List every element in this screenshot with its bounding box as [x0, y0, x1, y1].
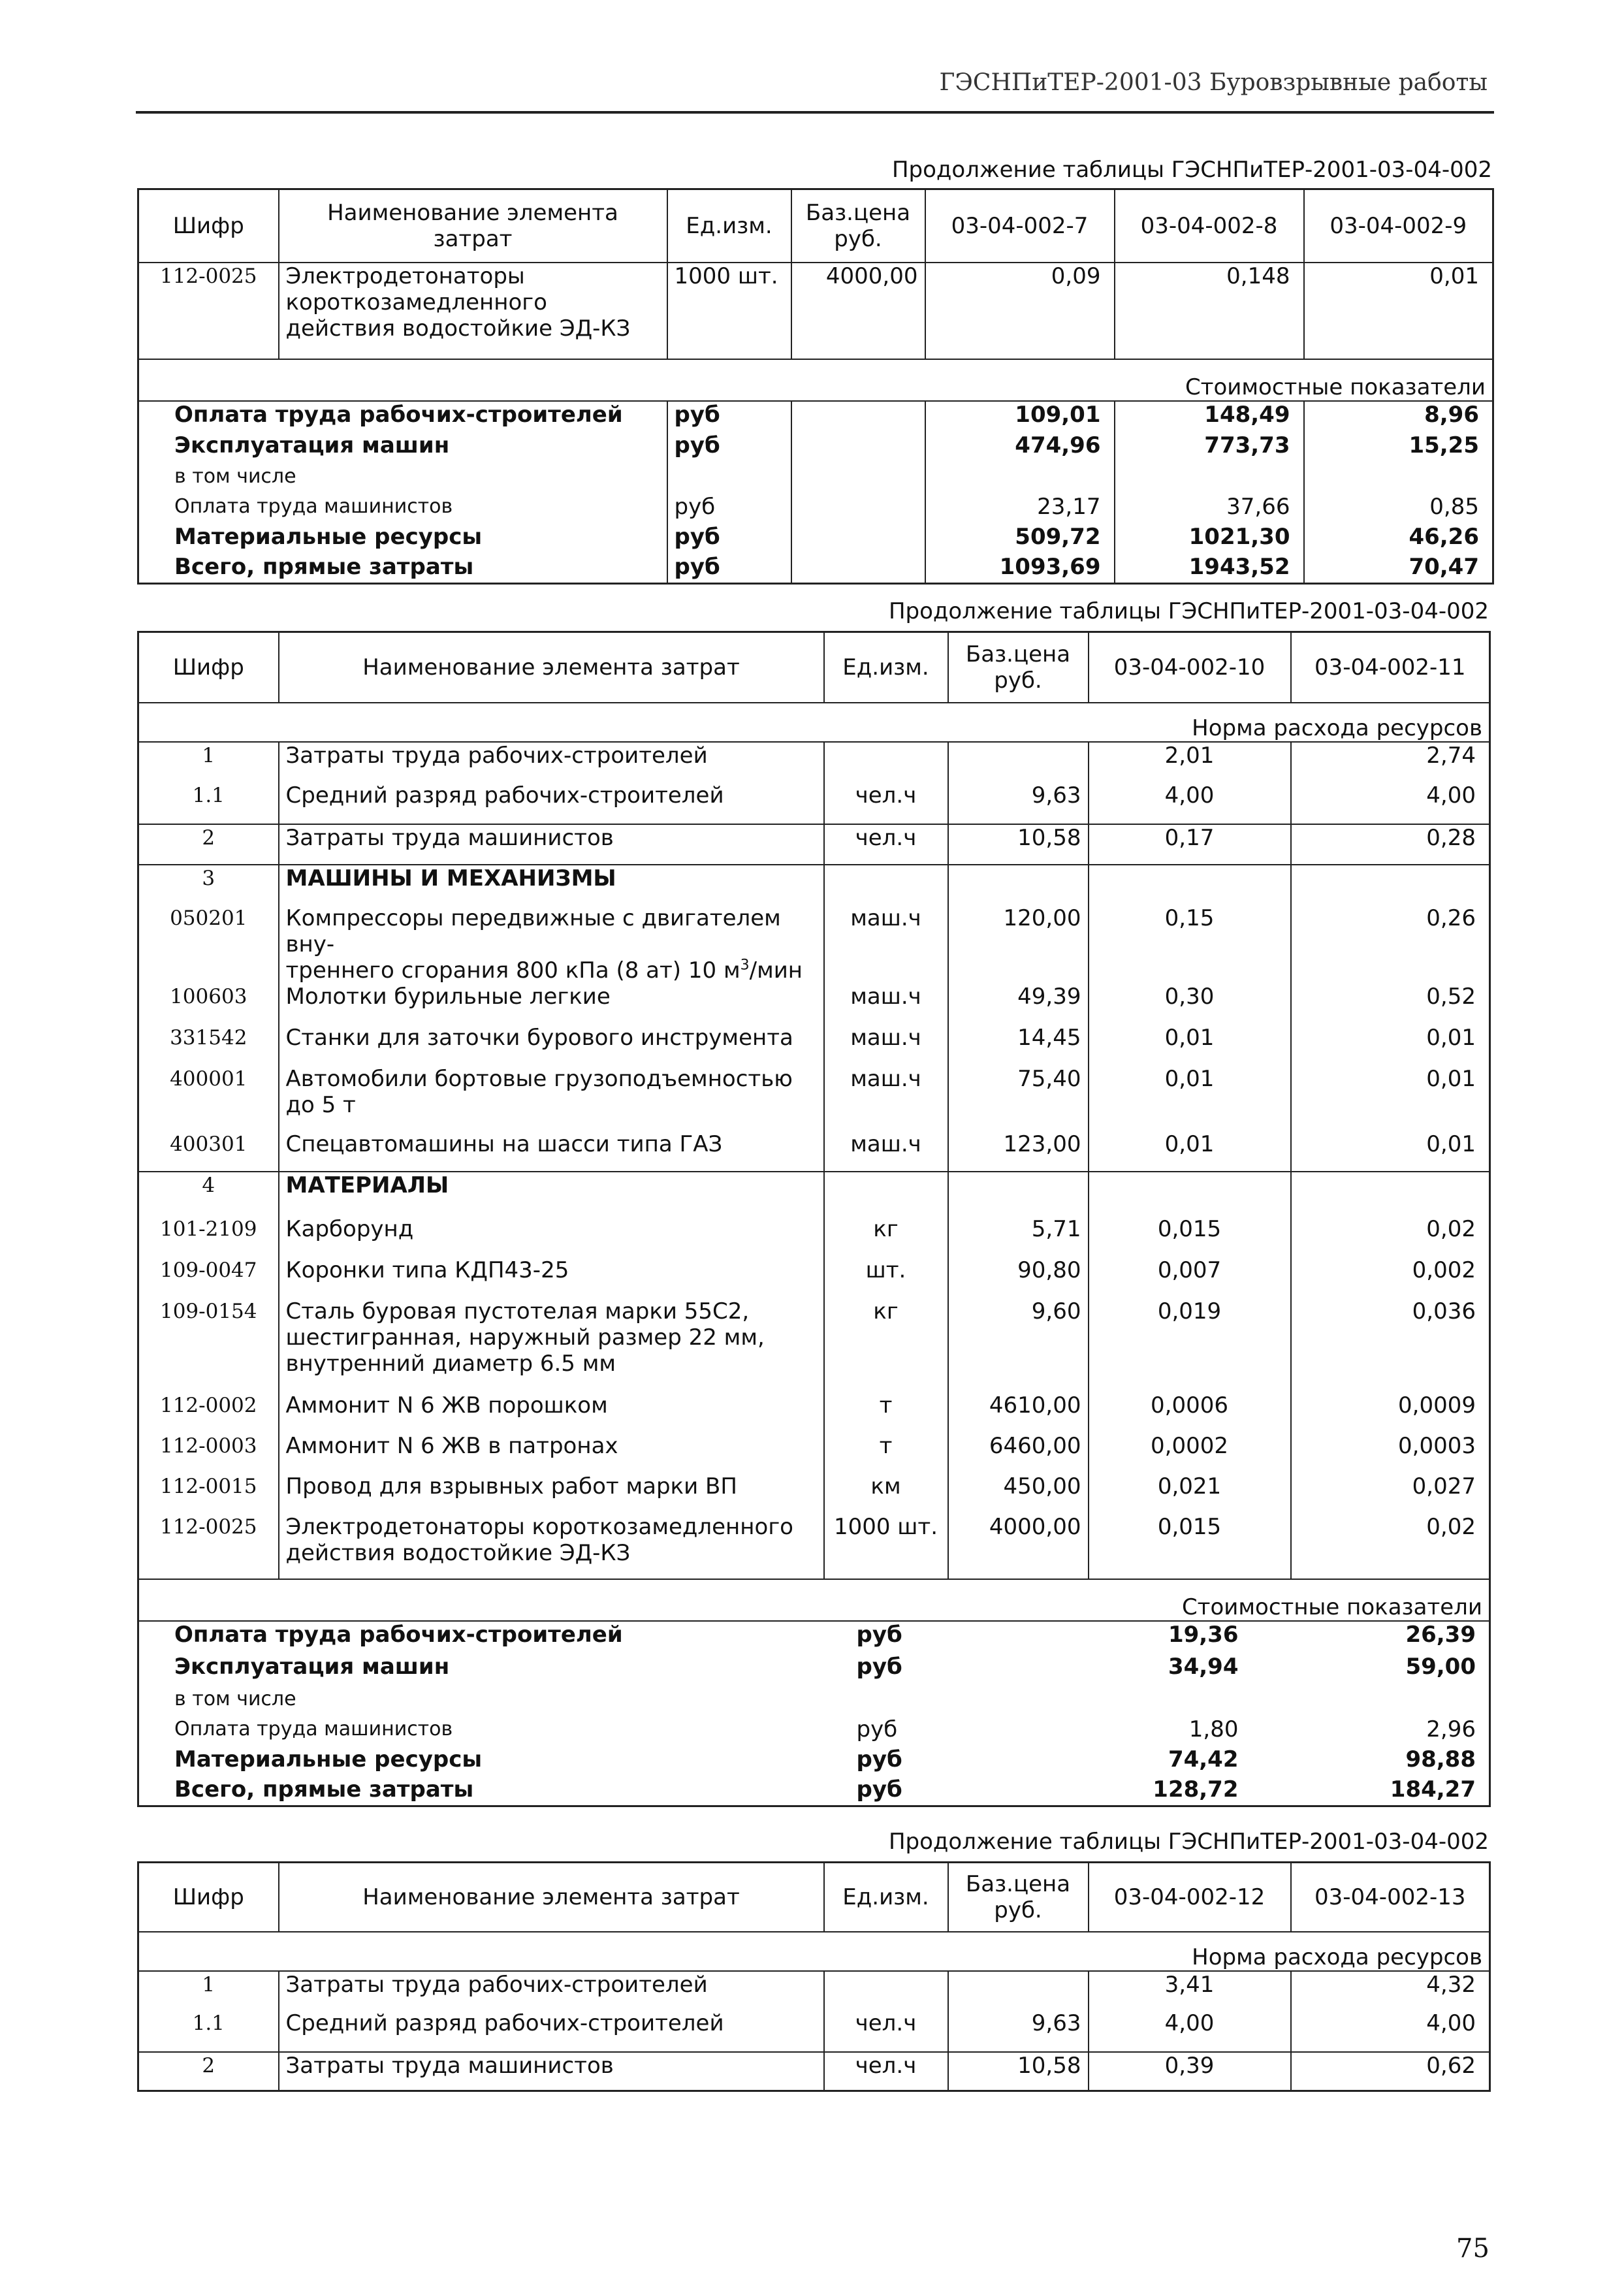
cost-label: Оплата труда рабочих-строителей [138, 1621, 824, 1654]
row-unit: кг [824, 1216, 948, 1257]
row-price: 6460,00 [948, 1433, 1089, 1473]
cost-value: 509,72 [925, 524, 1115, 554]
cost-label: Всего, прямые затраты [174, 1776, 474, 1803]
table-row [138, 1298, 1490, 1392]
col-value-header: 03-04-002-11 [1291, 632, 1490, 703]
cost-row [138, 1746, 1490, 1776]
cost-heading-row [138, 359, 1493, 401]
row-code: 050201 [138, 905, 279, 984]
row-price: 10,58 [948, 2052, 1089, 2091]
cost-heading: Стоимостные показатели [138, 1579, 1490, 1621]
row-value: 0,019 [1089, 1298, 1291, 1392]
row-value: 0,09 [925, 263, 1115, 359]
section-row [138, 865, 1490, 905]
col-price-header: Баз.цена руб. [948, 632, 1089, 703]
row-name: Аммонит N 6 ЖВ порошком [279, 1392, 824, 1433]
cost-row [138, 554, 1493, 584]
row-name: Электродетонаторы короткозамедленного действия водостойкие ЭД-КЗ [279, 1514, 824, 1579]
row-value: 0,15 [1089, 905, 1291, 984]
row-price: 123,00 [948, 1131, 1089, 1172]
table3 [137, 1861, 1491, 2092]
col-price-header: Баз.цена руб. [791, 189, 925, 263]
row-unit: маш.ч [824, 984, 948, 1025]
cost-value: 2,96 [1426, 1716, 1476, 1742]
cost-row [138, 401, 1493, 432]
row-value: 2,74 [1291, 742, 1490, 782]
row-unit: чел.ч [824, 2010, 948, 2052]
row-code: 3 [138, 865, 279, 905]
row-value: 4,00 [1089, 2010, 1291, 2052]
row-code: 1.1 [138, 782, 279, 824]
row-value: 0,39 [1089, 2052, 1291, 2091]
row-value: 4,32 [1291, 1971, 1490, 2010]
norm-heading-row [138, 1932, 1490, 1971]
section-row [138, 1172, 1490, 1216]
cost-value: 109,01 [925, 401, 1115, 432]
cost-row [138, 1654, 1490, 1686]
row-name: Средний разряд рабочих-строителей [279, 782, 824, 824]
row-price: 9,63 [948, 782, 1089, 824]
row-code: 109-0154 [138, 1298, 279, 1392]
table-row [138, 263, 1493, 359]
row-unit: чел.ч [824, 782, 948, 824]
col-code-header: Шифр [138, 632, 279, 703]
row-code: 100603 [138, 984, 279, 1025]
row-unit: маш.ч [824, 1066, 948, 1131]
row-name: Провод для взрывных работ марки ВП [279, 1473, 824, 1514]
row-unit: маш.ч [824, 1131, 948, 1172]
col-unit-header: Ед.изм. [824, 1863, 948, 1932]
col-value-header: 03-04-002-10 [1089, 632, 1291, 703]
row-code: 1.1 [138, 2010, 279, 2052]
row-price: 9,60 [948, 1298, 1089, 1392]
row-code: 109-0047 [138, 1257, 279, 1298]
row-value: 0,027 [1291, 1473, 1490, 1514]
row-unit: 1000 шт. [667, 263, 791, 359]
cost-row [138, 1716, 1490, 1746]
table-row [138, 782, 1490, 824]
cost-label: Всего, прямые затраты [174, 553, 474, 580]
row-unit: чел.ч [824, 2052, 948, 2091]
row-code: 112-0025 [138, 1514, 279, 1579]
row-price: 120,00 [948, 905, 1089, 984]
table-row [138, 1066, 1490, 1131]
col-name-header: Наименование элемента затрат [279, 189, 667, 263]
row-value: 0,17 [1089, 824, 1291, 865]
cost-value: 26,39 [1291, 1621, 1490, 1654]
table3-caption: Продолжение таблицы ГЭСНПиТЕР-2001-03-04-002 [888, 1829, 1489, 1855]
row-value: 0,015 [1089, 1216, 1291, 1257]
cost-value: 474,96 [925, 432, 1115, 464]
row-value: 0,62 [1291, 2052, 1490, 2091]
row-code: 101-2109 [138, 1216, 279, 1257]
table-row [138, 1433, 1490, 1473]
section-title: МАШИНЫ И МЕХАНИЗМЫ [279, 865, 824, 905]
cost-unit: руб [667, 494, 791, 524]
row-price: 5,71 [948, 1216, 1089, 1257]
cost-label: Эксплуатация машин [174, 432, 450, 458]
table-row [138, 1257, 1490, 1298]
cost-value: 98,88 [1405, 1746, 1476, 1772]
row-code: 4 [138, 1172, 279, 1216]
table2-caption: Продолжение таблицы ГЭСНПиТЕР-2001-03-04-002 [888, 598, 1489, 624]
row-code: 112-0015 [138, 1473, 279, 1514]
row-unit: маш.ч [824, 1025, 948, 1066]
cost-value: 74,42 [1168, 1746, 1239, 1772]
row-unit: 1000 шт. [824, 1514, 948, 1579]
cost-unit: руб [856, 1653, 902, 1680]
col-value-header: 03-04-002-8 [1115, 189, 1304, 263]
row-name: Коронки типа КДП43-25 [279, 1257, 824, 1298]
cost-value: 59,00 [1405, 1653, 1476, 1680]
cost-heading: Стоимостные показатели [138, 359, 1493, 401]
col-code-header: Шифр [138, 1863, 279, 1932]
cost-unit: руб [667, 432, 791, 464]
cost-label: в том числе [174, 1687, 296, 1710]
row-code: 112-0003 [138, 1433, 279, 1473]
cost-label: Оплата труда машинистов [174, 1717, 453, 1740]
row-value: 0,01 [1291, 1131, 1490, 1172]
row-name: Затраты труда рабочих-строителей [279, 742, 824, 782]
cost-value: 1,80 [1188, 1716, 1239, 1742]
row-value: 4,00 [1291, 782, 1490, 824]
cost-value: 148,49 [1115, 401, 1304, 432]
row-price [948, 742, 1089, 782]
page-header [136, 65, 1494, 114]
cost-value: 34,94 [1168, 1653, 1239, 1680]
row-value: 3,41 [1089, 1971, 1291, 2010]
cost-row [138, 494, 1493, 524]
cost-unit: руб [667, 524, 791, 554]
row-name: Сталь буровая пустотелая марки 55С2, шестигранная, наружный размер 22 мм, внутренний диаметр 6.5 мм [279, 1298, 824, 1392]
table-row [138, 2010, 1490, 2052]
col-unit-header: Ед.изм. [824, 632, 948, 703]
row-value: 0,01 [1291, 1066, 1490, 1131]
table-row [138, 824, 1490, 865]
row-unit [824, 742, 948, 782]
cost-value: 773,73 [1115, 432, 1304, 464]
row-name: Затраты труда машинистов [279, 824, 824, 865]
row-price: 14,45 [948, 1025, 1089, 1066]
cost-value: 0,85 [1304, 494, 1493, 524]
row-price [948, 1971, 1089, 2010]
row-code: 2 [138, 824, 279, 865]
col-unit-header: Ед.изм. [667, 189, 791, 263]
row-value: 0,0009 [1291, 1392, 1490, 1433]
table-row [138, 1392, 1490, 1433]
cost-unit: руб [856, 1776, 902, 1803]
row-name: Затраты труда рабочих-строителей [279, 1971, 824, 2010]
cost-row [138, 1776, 1490, 1806]
row-price: 4000,00 [791, 263, 925, 359]
row-name: Молотки бурильные легкие [279, 984, 824, 1025]
cost-value: 37,66 [1115, 494, 1304, 524]
col-code-header: Шифр [138, 189, 279, 263]
cost-value: 15,25 [1304, 432, 1493, 464]
row-value: 0,148 [1115, 263, 1304, 359]
col-name-header: Наименование элемента затрат [279, 1863, 824, 1932]
table-row [138, 1473, 1490, 1514]
row-value: 0,036 [1291, 1298, 1490, 1392]
cost-row [138, 1686, 1490, 1716]
row-unit: т [824, 1392, 948, 1433]
table-row [138, 2052, 1490, 2091]
row-name: Электродетонаторы короткозамедленного действия водостойкие ЭД-КЗ [279, 263, 667, 359]
cost-unit: руб [856, 1746, 902, 1772]
row-code: 2 [138, 2052, 279, 2091]
cost-value: 46,26 [1304, 524, 1493, 554]
row-name: Карборунд [279, 1216, 824, 1257]
row-value: 4,00 [1291, 2010, 1490, 2052]
row-price: 75,40 [948, 1066, 1089, 1131]
page-number: 75 [1456, 2234, 1489, 2264]
row-value: 0,0002 [1089, 1433, 1291, 1473]
row-code: 112-0002 [138, 1392, 279, 1433]
table1-header-row [138, 189, 1493, 263]
row-code: 400001 [138, 1066, 279, 1131]
cost-label: Оплата труда рабочих-строителей [138, 401, 667, 432]
table-row [138, 1025, 1490, 1066]
cost-value: 19,36 [1089, 1621, 1291, 1654]
header-title: ГЭСНПиТЕР-2001-03 Буровзрывные работы [939, 69, 1488, 96]
row-unit: кг [824, 1298, 948, 1392]
row-value: 0,01 [1089, 1066, 1291, 1131]
cost-value: 1943,52 [1115, 554, 1304, 584]
col-price-header: Баз.цена руб. [948, 1863, 1089, 1932]
row-unit: шт. [824, 1257, 948, 1298]
norm-heading-row [138, 703, 1490, 742]
row-value: 0,0006 [1089, 1392, 1291, 1433]
row-name: Средний разряд рабочих-строителей [279, 2010, 824, 2052]
cost-value: 1093,69 [925, 554, 1115, 584]
cost-label: Материальные ресурсы [174, 1746, 483, 1772]
row-value: 0,002 [1291, 1257, 1490, 1298]
table-row [138, 984, 1490, 1025]
table1-caption: Продолжение таблицы ГЭСНПиТЕР-2001-03-04-002 [891, 157, 1492, 183]
table-row [138, 1131, 1490, 1172]
table1 [137, 188, 1494, 585]
row-value: 0,28 [1291, 824, 1490, 865]
row-value: 0,01 [1304, 263, 1493, 359]
cost-row [138, 432, 1493, 464]
table-row [138, 1216, 1490, 1257]
cost-label: Материальные ресурсы [174, 523, 483, 550]
row-unit: чел.ч [824, 824, 948, 865]
row-price: 4610,00 [948, 1392, 1089, 1433]
row-value: 0,52 [1291, 984, 1490, 1025]
row-name: Аммонит N 6 ЖВ в патронах [279, 1433, 824, 1473]
cost-label: Эксплуатация машин [174, 1653, 450, 1680]
row-unit: маш.ч [824, 905, 948, 984]
section-title: МАТЕРИАЛЫ [279, 1172, 824, 1216]
col-value-header: 03-04-002-12 [1089, 1863, 1291, 1932]
row-code: 1 [138, 1971, 279, 2010]
row-value: 0,02 [1291, 1216, 1490, 1257]
col-value-header: 03-04-002-13 [1291, 1863, 1490, 1932]
row-price: 4000,00 [948, 1514, 1089, 1579]
row-code: 1 [138, 742, 279, 782]
row-value: 0,02 [1291, 1514, 1490, 1579]
row-value: 0,021 [1089, 1473, 1291, 1514]
col-value-header: 03-04-002-7 [925, 189, 1115, 263]
cost-label: в том числе [174, 464, 296, 488]
cost-row [138, 1621, 1490, 1654]
cost-value: 70,47 [1304, 554, 1493, 584]
table2 [137, 631, 1491, 1807]
row-code: 400301 [138, 1131, 279, 1172]
row-name: Станки для заточки бурового инструмента [279, 1025, 824, 1066]
row-value: 0,01 [1089, 1025, 1291, 1066]
cost-heading-row [138, 1579, 1490, 1621]
row-code: 112-0025 [138, 263, 279, 359]
table3-header-row [138, 1863, 1490, 1932]
row-value: 0,007 [1089, 1257, 1291, 1298]
table2-header-row [138, 632, 1490, 703]
row-value: 0,01 [1291, 1025, 1490, 1066]
norm-heading: Норма расхода ресурсов [138, 1932, 1490, 1971]
row-value: 0,01 [1089, 1131, 1291, 1172]
cost-value: 23,17 [925, 494, 1115, 524]
row-unit: т [824, 1433, 948, 1473]
row-price: 49,39 [948, 984, 1089, 1025]
cost-value: 128,72 [1153, 1776, 1239, 1803]
row-price: 9,63 [948, 2010, 1089, 2052]
row-price: 450,00 [948, 1473, 1089, 1514]
cost-label: Оплата труда машинистов [174, 494, 453, 518]
row-value: 0,30 [1089, 984, 1291, 1025]
table-row [138, 1971, 1490, 2010]
cost-unit: руб [667, 401, 791, 432]
cost-value: 184,27 [1390, 1776, 1476, 1803]
cost-value: 8,96 [1304, 401, 1493, 432]
cost-row [138, 464, 1493, 494]
row-name: Спецавтомашины на шасси типа ГАЗ [279, 1131, 824, 1172]
row-unit: км [824, 1473, 948, 1514]
row-name: Затраты труда машинистов [279, 2052, 824, 2091]
table-row [138, 905, 1490, 984]
row-price: 90,80 [948, 1257, 1089, 1298]
table-row [138, 1514, 1490, 1579]
norm-heading: Норма расхода ресурсов [138, 703, 1490, 742]
cost-value: 1021,30 [1115, 524, 1304, 554]
cost-unit: руб [824, 1621, 948, 1654]
row-value: 4,00 [1089, 782, 1291, 824]
cost-unit: руб [856, 1716, 898, 1742]
row-value: 0,0003 [1291, 1433, 1490, 1473]
row-value: 2,01 [1089, 742, 1291, 782]
col-name-header: Наименование элемента затрат [279, 632, 824, 703]
row-name: Автомобили бортовые грузоподъемностью до 5 т [279, 1066, 824, 1131]
row-value: 0,015 [1089, 1514, 1291, 1579]
table-row [138, 742, 1490, 782]
row-code: 331542 [138, 1025, 279, 1066]
cost-row [138, 524, 1493, 554]
row-name: Компрессоры передвижные с двигателем вну- треннего сгорания 800 кПа (8 ат) 10 $м^3$/мин [279, 905, 824, 984]
col-value-header: 03-04-002-9 [1304, 189, 1493, 263]
row-price: 10,58 [948, 824, 1089, 865]
cost-unit: руб [667, 554, 791, 584]
row-unit [824, 1971, 948, 2010]
row-value: 0,26 [1291, 905, 1490, 984]
